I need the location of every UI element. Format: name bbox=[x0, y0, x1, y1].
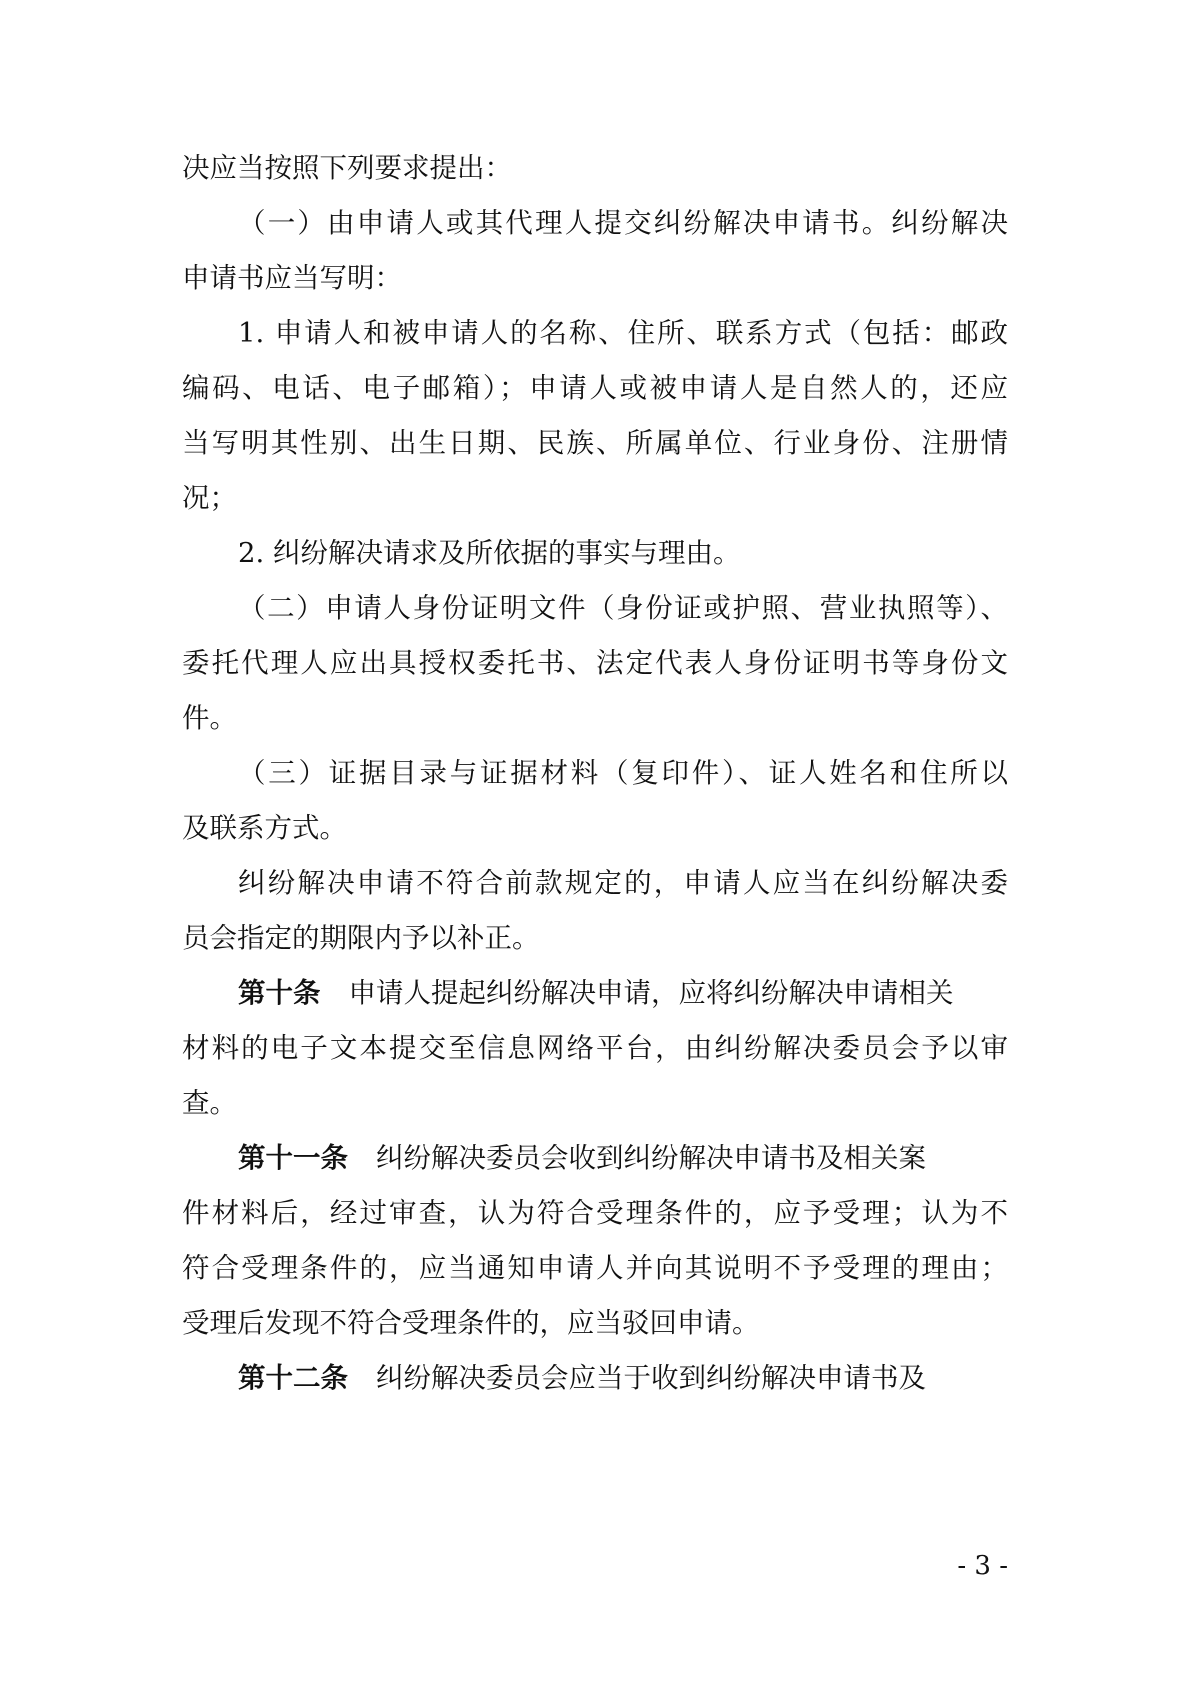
text-line: 符合受理条件的，应当通知申请人并向其说明不予受理的理由； bbox=[182, 1252, 1008, 1284]
text-line: 及联系方式。 bbox=[182, 812, 347, 844]
text-line: 2. 纠纷解决请求及所依据的事实与理由。 bbox=[238, 537, 741, 569]
page-number: - 3 - bbox=[957, 1551, 1008, 1581]
text-line: 况； bbox=[182, 482, 237, 514]
text-line: 当写明其性别、出生日期、民族、所属单位、行业身份、注册情 bbox=[182, 427, 1008, 459]
article-line: 第十二条 纠纷解决委员会应当于收到纠纷解决申请书及 bbox=[238, 1362, 926, 1394]
text-line: 员会指定的期限内予以补正。 bbox=[182, 922, 540, 954]
text-line: 申请书应当写明： bbox=[182, 262, 402, 294]
text-line: 编码、电话、电子邮箱）；申请人或被申请人是自然人的，还应 bbox=[182, 372, 1008, 404]
text-line: 受理后发现不符合受理条件的，应当驳回申请。 bbox=[182, 1307, 760, 1339]
text-line: 查。 bbox=[182, 1087, 237, 1119]
article-line: 第十条 申请人提起纠纷解决申请，应将纠纷解决申请相关 bbox=[238, 977, 954, 1009]
article-heading: 第十一条 bbox=[238, 1142, 348, 1174]
text-line: 纠纷解决申请不符合前款规定的，申请人应当在纠纷解决委 bbox=[238, 867, 1008, 899]
text-line: 委托代理人应出具授权委托书、法定代表人身份证明书等身份文 bbox=[182, 647, 1008, 679]
article-heading: 第十条 bbox=[238, 977, 321, 1009]
article-line: 第十一条 纠纷解决委员会收到纠纷解决申请书及相关案 bbox=[238, 1142, 926, 1174]
text-line: 1. 申请人和被申请人的名称、住所、联系方式（包括：邮政 bbox=[238, 317, 1008, 349]
text-line: （三）证据目录与证据材料（复印件）、证人姓名和住所以 bbox=[238, 757, 1008, 789]
article-heading: 第十二条 bbox=[238, 1362, 348, 1394]
text-line: 件。 bbox=[182, 702, 237, 734]
text-line: （二）申请人身份证明文件（身份证或护照、营业执照等）、 bbox=[238, 592, 1008, 624]
text-line: （一）由申请人或其代理人提交纠纷解决申请书。纠纷解决 bbox=[238, 207, 1008, 239]
text-line: 决应当按照下列要求提出： bbox=[182, 152, 512, 184]
text-line: 材料的电子文本提交至信息网络平台，由纠纷解决委员会予以审 bbox=[182, 1032, 1008, 1064]
text-line: 件材料后，经过审查，认为符合受理条件的，应予受理；认为不 bbox=[182, 1197, 1008, 1229]
